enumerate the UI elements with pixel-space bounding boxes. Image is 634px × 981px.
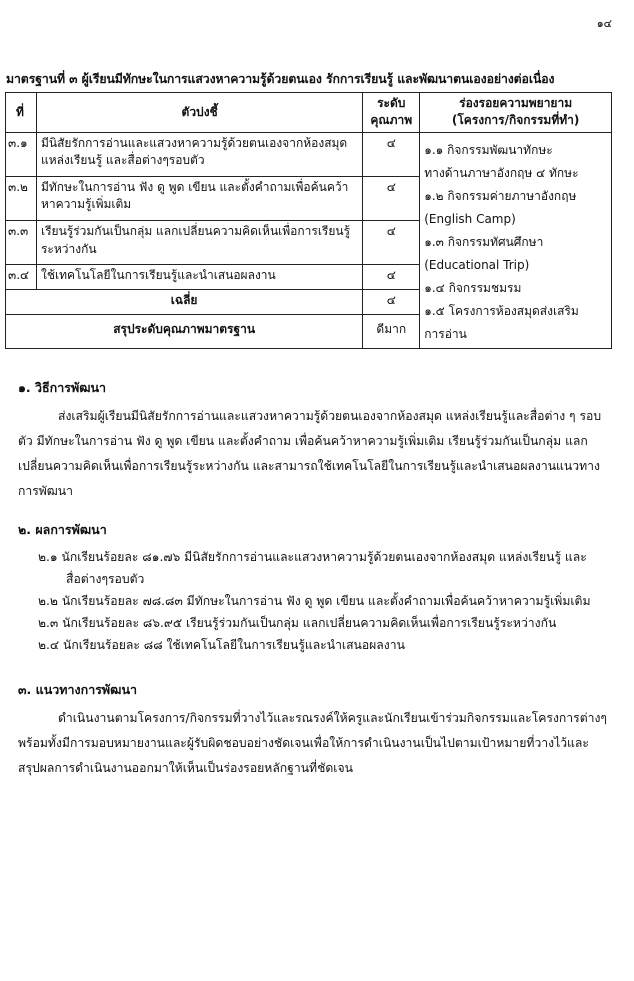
result-item: ๒.๓ นักเรียนร้อยละ ๘๖.๙๕ เรียนรู้ร่วมกันเป็นกลุ่ม แลกเปลี่ยนความคิดเห็นเพื่อการเรียนรู้ระหว่างกัน xyxy=(38,616,557,630)
average-label: เฉลี่ย xyxy=(6,290,363,315)
evidence-item: ๑.๓ กิจกรรมทัศนศึกษา xyxy=(424,234,544,249)
indicator-line: ระหว่างกัน xyxy=(40,241,97,256)
indicator-line: มีทักษะในการอ่าน ฟัง ดู พูด เขียน และตั้งคำถามเพื่อค้นคว้า xyxy=(40,179,349,194)
row-indicator xyxy=(36,221,362,265)
result-text-continued: สื่อต่างๆรอบตัว xyxy=(66,572,145,586)
evidence-item: ๑.๕ โครงการห้องสมุดส่งเสริม xyxy=(424,303,579,318)
section-title: ๒. ผลการพัฒนา xyxy=(18,522,107,537)
section-title: ๓. แนวทางการพัฒนา xyxy=(18,682,138,697)
header-evidence-line1: ร่องรอยความพยายาม xyxy=(459,96,573,110)
table-row xyxy=(6,132,612,176)
row-level: ๔ xyxy=(363,176,420,220)
section-body: ส่งเสริมผู้เรียนมีนิสัยรักการอ่านและแสวงหาความรู้ด้วยตนเองจากห้องสมุด แหล่งเรียนรู้และสื่อต่าง ๆ รอบตัว มีทักษะในการอ่าน ฟัง ดู พูด เขียน และตั้งคำถาม เพื่อค้นคว้าหาความรู้เพิ่มเติม เรียนรู้ร่วมกันเป็นกลุ่ม แลกเปลี่ยนความคิดเห็นเพื่อการเรียนรู้ระหว่างกัน และสามารถใช้เทคโนโลยีในการเรียนรู้และนำเสนอผลงานแนวทางการพัฒนา xyxy=(18,409,602,498)
result-item: ๒.๒ นักเรียนร้อยละ ๗๘.๘๓ มีทักษะในการอ่าน ฟัง ดู พูด เขียน และตั้งคำถามเพื่อค้นคว้าหาความรู้เพิ่มเติม xyxy=(38,594,591,608)
summary-value: ดีมาก xyxy=(363,315,420,349)
evidence-item: การอ่าน xyxy=(424,326,467,341)
header-level-line2: คุณภาพ xyxy=(370,113,413,128)
section-title: ๑. วิธีการพัฒนา xyxy=(18,380,107,395)
standard-heading: มาตรฐานที่ ๓ ผู้เรียนมีทักษะในการแสวงหาความรู้ด้วยตนเอง รักการเรียนรู้ และพัฒนาตนเองอย่างต่อเนื่อง xyxy=(6,72,555,86)
table-header-row xyxy=(6,93,612,133)
row-no: ๓.๑ xyxy=(6,132,37,176)
section-development-results xyxy=(18,520,608,656)
result-text: ๒.๑ นักเรียนร้อยละ ๘๑.๗๖ มีนิสัยรักการอ่านและแสวงหาความรู้ด้วยตนเองจากห้องสมุด แหล่งเรียนรู้ และ xyxy=(38,550,587,564)
row-indicator xyxy=(36,132,362,176)
row-no: ๓.๓ xyxy=(6,221,37,265)
indicator-line: หาความรู้เพิ่มเติม xyxy=(40,197,132,212)
header-evidence-line2: (โครงการ/กิจกรรมที่ทำ) xyxy=(451,113,580,128)
evidence-item: ๑.๒ กิจกรรมค่ายภาษาอังกฤษ xyxy=(424,188,577,203)
row-indicator: ใช้เทคโนโลยีในการเรียนรู้และนำเสนอผลงาน xyxy=(36,265,362,290)
row-level: ๔ xyxy=(363,265,420,290)
evidence-cell xyxy=(420,132,612,348)
row-indicator xyxy=(36,176,362,220)
evidence-item: (English Camp) xyxy=(424,211,516,226)
page-number: ๑๔ xyxy=(596,17,612,30)
evidence-list xyxy=(424,139,607,346)
result-item xyxy=(18,546,608,590)
section-development-method xyxy=(18,378,608,504)
header-level-line1: ระดับ xyxy=(377,96,406,110)
evidence-item: ๑.๔ กิจกรรมชมรม xyxy=(424,280,522,295)
evidence-item: (Educational Trip) xyxy=(424,257,530,272)
standard-table xyxy=(5,92,612,349)
average-value: ๔ xyxy=(363,290,420,315)
header-evidence xyxy=(420,93,612,133)
section-body: ดำเนินงานตามโครงการ/กิจกรรมที่วางไว้และรณรงค์ให้ครูและนักเรียนเข้าร่วมกิจกรรมและโครงการต่างๆ พร้อมทั้งมีการมอบหมายงานและผู้รับผิดชอบอย่างชัดเจนเพื่อให้การดำเนินงานเป็นไปตามเป้าหมายที่วางไว้และสรุปผลการดำเนินงานออกมาให้เห็นเป็นร่องรอยหลักฐานที่ชัดเจน xyxy=(18,711,607,775)
header-no: ที่ xyxy=(6,93,37,133)
row-no: ๓.๔ xyxy=(6,265,37,290)
evidence-item: ๑.๑ กิจกรรมพัฒนาทักษะ xyxy=(424,142,553,157)
header-level xyxy=(363,93,420,133)
row-no: ๓.๒ xyxy=(6,176,37,220)
indicator-line: เรียนรู้ร่วมกันเป็นกลุ่ม แลกเปลี่ยนความคิดเห็นเพื่อการเรียนรู้ xyxy=(40,224,351,239)
indicator-line: แหล่งเรียนรู้ และสื่อต่างๆรอบตัว xyxy=(40,153,205,168)
section-development-guideline xyxy=(18,680,608,781)
indicator-line: มีนิสัยรักการอ่านและแสวงหาความรู้ด้วยตนเองจากห้องสมุด xyxy=(40,135,348,150)
row-level: ๔ xyxy=(363,132,420,176)
evidence-item: ทางด้านภาษาอังกฤษ ๔ ทักษะ xyxy=(424,165,579,180)
header-indicator: ตัวบ่งชี้ xyxy=(36,93,362,133)
result-item: ๒.๔ นักเรียนร้อยละ ๘๘ ใช้เทคโนโลยีในการเรียนรู้และนำเสนอผลงาน xyxy=(38,638,405,652)
row-level: ๔ xyxy=(363,221,420,265)
summary-label: สรุประดับคุณภาพมาตรฐาน xyxy=(6,315,363,349)
